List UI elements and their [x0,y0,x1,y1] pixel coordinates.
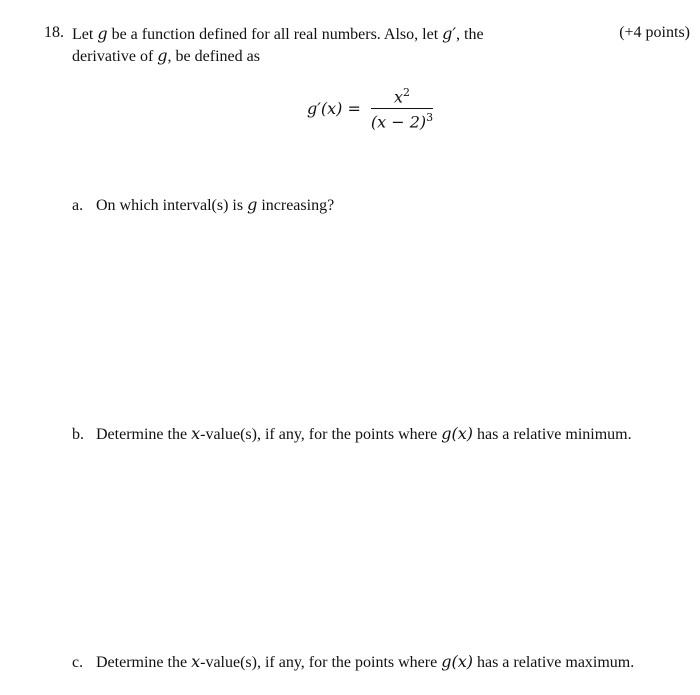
function-g-prime: g′ [442,24,457,43]
part-c-gx: g(x) [441,652,473,671]
denominator-base: (x − 2) [370,112,427,132]
part-b-gx: g(x) [441,424,473,443]
part-c [72,652,634,672]
points-label: (+4 points) [619,24,690,41]
derivative-equation [307,86,433,132]
part-c-label: c. [72,654,84,671]
part-a-text-1: On which interval(s) is [96,197,248,214]
intro-text-2: be a function defined for all real numbers. Also, let [107,26,443,43]
question-intro-line-2 [72,46,260,66]
fraction-denominator [371,109,433,131]
numerator-base: x [393,87,404,107]
intro-text-4: derivative of [72,48,158,65]
equation-lhs: g′(x) = [307,99,361,119]
question-number: 18. [44,24,64,41]
part-c-text-1: Determine the [96,654,192,671]
part-c-text-2: -value(s), if any, for the points where [200,654,442,671]
part-a [72,195,334,215]
part-b-x: x [191,424,201,443]
denominator-exponent: 3 [426,111,434,125]
part-a-label: a. [72,197,84,214]
part-c-x: x [191,652,201,671]
part-c-text-3: has a relative maximum. [472,654,635,671]
intro-text-5: , be defined as [167,48,260,65]
function-g-2: g [157,46,168,65]
part-b-label: b. [72,426,84,443]
part-a-g: g [247,195,258,214]
part-b-text-2: -value(s), if any, for the points where [200,426,442,443]
fraction-numerator [390,86,414,108]
part-a-text-2: increasing? [257,197,335,214]
part-b [72,424,632,444]
function-g: g [97,24,108,43]
question-intro-line-1 [72,24,484,44]
intro-text-1: Let [72,26,98,43]
intro-text-3: , the [456,26,484,43]
numerator-exponent: 2 [403,86,411,99]
part-b-text-3: has a relative minimum. [472,426,632,443]
equation-fraction [371,86,433,132]
part-b-text-1: Determine the [96,426,192,443]
